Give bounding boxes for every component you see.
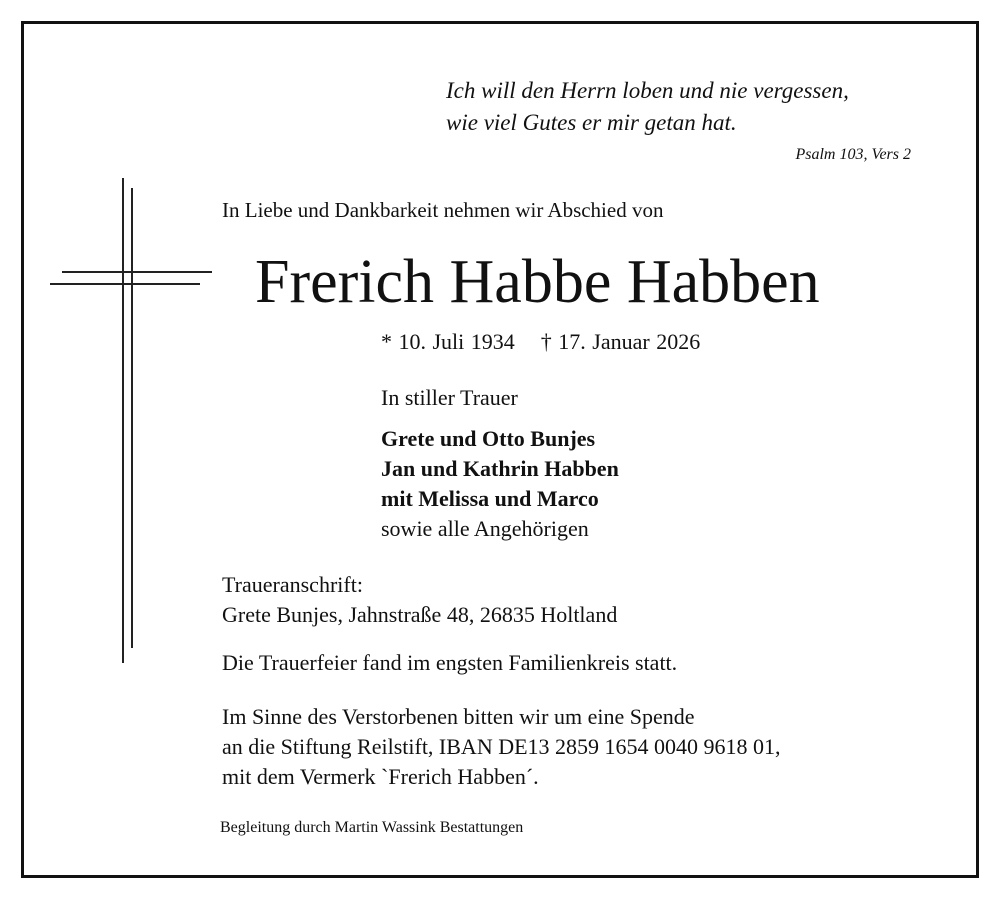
birth-date: * 10. Juli 1934 bbox=[381, 329, 515, 354]
address-label: Traueranschrift: bbox=[222, 572, 363, 597]
death-date: † 17. Januar 2026 bbox=[540, 329, 701, 354]
life-dates bbox=[381, 329, 700, 355]
motto-reference: Psalm 103, Vers 2 bbox=[795, 146, 911, 163]
donation-line-3: mit dem Vermerk `Frerich Habben´. bbox=[222, 764, 539, 789]
mourning-address bbox=[222, 570, 617, 630]
donation-note bbox=[222, 702, 781, 792]
other-relatives: sowie alle Angehörigen bbox=[381, 516, 589, 541]
donation-line-2: an die Stiftung Reilstift, IBAN DE13 2859 1654 0040 9618 01, bbox=[222, 734, 781, 759]
intro-text: In Liebe und Dankbarkeit nehmen wir Abschied von bbox=[222, 198, 664, 222]
mourners-list bbox=[381, 424, 619, 544]
undertaker-credit: Begleitung durch Martin Wassink Bestattungen bbox=[220, 819, 524, 836]
mourner-name: Jan und Kathrin Habben bbox=[381, 456, 619, 481]
deceased-name: Frerich Habbe Habben bbox=[255, 248, 820, 316]
mourner-name: Grete und Otto Bunjes bbox=[381, 426, 596, 451]
donation-line-1: Im Sinne des Verstorbenen bitten wir um eine Spende bbox=[222, 704, 695, 729]
motto bbox=[446, 75, 849, 139]
address-value: Grete Bunjes, Jahnstraße 48, 26835 Holtland bbox=[222, 602, 618, 627]
mourner-name: mit Melissa und Marco bbox=[381, 486, 599, 511]
mourning-heading: In stiller Trauer bbox=[381, 385, 518, 410]
motto-line-2: wie viel Gutes er mir getan hat. bbox=[446, 110, 737, 135]
motto-line-1: Ich will den Herrn loben und nie vergessen, bbox=[446, 78, 849, 103]
ceremony-note: Die Trauerfeier fand im engsten Familienkreis statt. bbox=[222, 650, 678, 675]
cross-icon bbox=[50, 178, 215, 663]
